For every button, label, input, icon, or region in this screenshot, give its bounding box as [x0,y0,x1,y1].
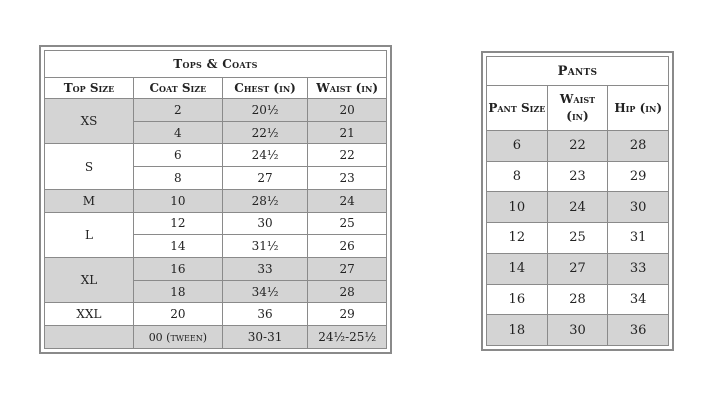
column-header: Chest (in) [222,78,308,99]
tops-title: Tops & Coats [45,51,387,78]
waist-cell: 25 [308,212,387,235]
table-row [487,223,669,254]
coat-size-cell: 20 [133,303,222,326]
table-row [45,144,387,167]
tops-coats-size-chart [39,45,392,354]
hip-cell: 31 [608,223,669,254]
waist-cell: 27 [308,258,387,281]
column-header: Pant Size [487,86,548,131]
pant-size-cell: 6 [487,131,548,162]
table-row [487,131,669,162]
top-size-cell [45,326,134,349]
hip-cell: 36 [608,315,669,346]
top-size-cell: L [45,212,134,257]
coat-size-cell: 00 (tween) [133,326,222,349]
hip-cell: 33 [608,253,669,284]
top-size-cell: S [45,144,134,189]
column-header: Waist (in) [308,78,387,99]
coat-size-cell: 14 [133,235,222,258]
hip-cell: 28 [608,131,669,162]
chest-cell: 33 [222,258,308,281]
tops-coats-table [44,50,387,349]
chest-cell: 31½ [222,235,308,258]
column-header: Coat Size [133,78,222,99]
column-header: Top Size [45,78,134,99]
table-row [487,253,669,284]
table-row [487,161,669,192]
table-row [487,315,669,346]
chest-cell: 34½ [222,280,308,303]
top-size-cell: XXL [45,303,134,326]
coat-size-cell: 6 [133,144,222,167]
column-header: Hip (in) [608,86,669,131]
waist-cell: 21 [308,121,387,144]
pant-size-cell: 8 [487,161,548,192]
pant-size-cell: 18 [487,315,548,346]
waist-cell: 24 [308,189,387,212]
top-size-cell: XS [45,99,134,144]
pant-size-cell: 12 [487,223,548,254]
hip-cell: 30 [608,192,669,223]
top-size-cell: XL [45,258,134,303]
waist-cell: 28 [547,284,608,315]
coat-size-cell: 18 [133,280,222,303]
chest-cell: 36 [222,303,308,326]
chest-cell: 24½ [222,144,308,167]
coat-size-cell: 12 [133,212,222,235]
pant-size-cell: 10 [487,192,548,223]
top-size-cell: M [45,189,134,212]
chest-cell: 27 [222,167,308,190]
coat-size-cell: 2 [133,99,222,122]
waist-cell: 22 [547,131,608,162]
waist-cell: 23 [547,161,608,192]
chest-cell: 20½ [222,99,308,122]
chest-cell: 30 [222,212,308,235]
table-row [45,212,387,235]
waist-cell: 30 [547,315,608,346]
table-row [487,192,669,223]
coat-size-cell: 10 [133,189,222,212]
pants-header-row [487,86,669,131]
pants-table [486,56,669,346]
pants-size-chart [481,51,674,351]
waist-cell: 28 [308,280,387,303]
tops-header-row [45,78,387,99]
table-row [45,258,387,281]
pant-size-cell: 16 [487,284,548,315]
waist-cell: 25 [547,223,608,254]
waist-cell: 22 [308,144,387,167]
waist-cell: 23 [308,167,387,190]
table-row [45,189,387,212]
waist-cell: 29 [308,303,387,326]
waist-cell: 27 [547,253,608,284]
chest-cell: 28½ [222,189,308,212]
hip-cell: 34 [608,284,669,315]
waist-cell: 24½-25½ [308,326,387,349]
pant-size-cell: 14 [487,253,548,284]
coat-size-cell: 8 [133,167,222,190]
waist-cell: 24 [547,192,608,223]
waist-cell: 20 [308,99,387,122]
coat-size-cell: 4 [133,121,222,144]
table-row [45,99,387,122]
tops-title-row [45,51,387,78]
chest-cell: 22½ [222,121,308,144]
hip-cell: 29 [608,161,669,192]
table-row [487,284,669,315]
table-row [45,326,387,349]
coat-size-cell: 16 [133,258,222,281]
table-row [45,303,387,326]
column-header: Waist (in) [547,86,608,131]
pants-title-row [487,57,669,86]
pants-title: Pants [487,57,669,86]
waist-cell: 26 [308,235,387,258]
chest-cell: 30-31 [222,326,308,349]
